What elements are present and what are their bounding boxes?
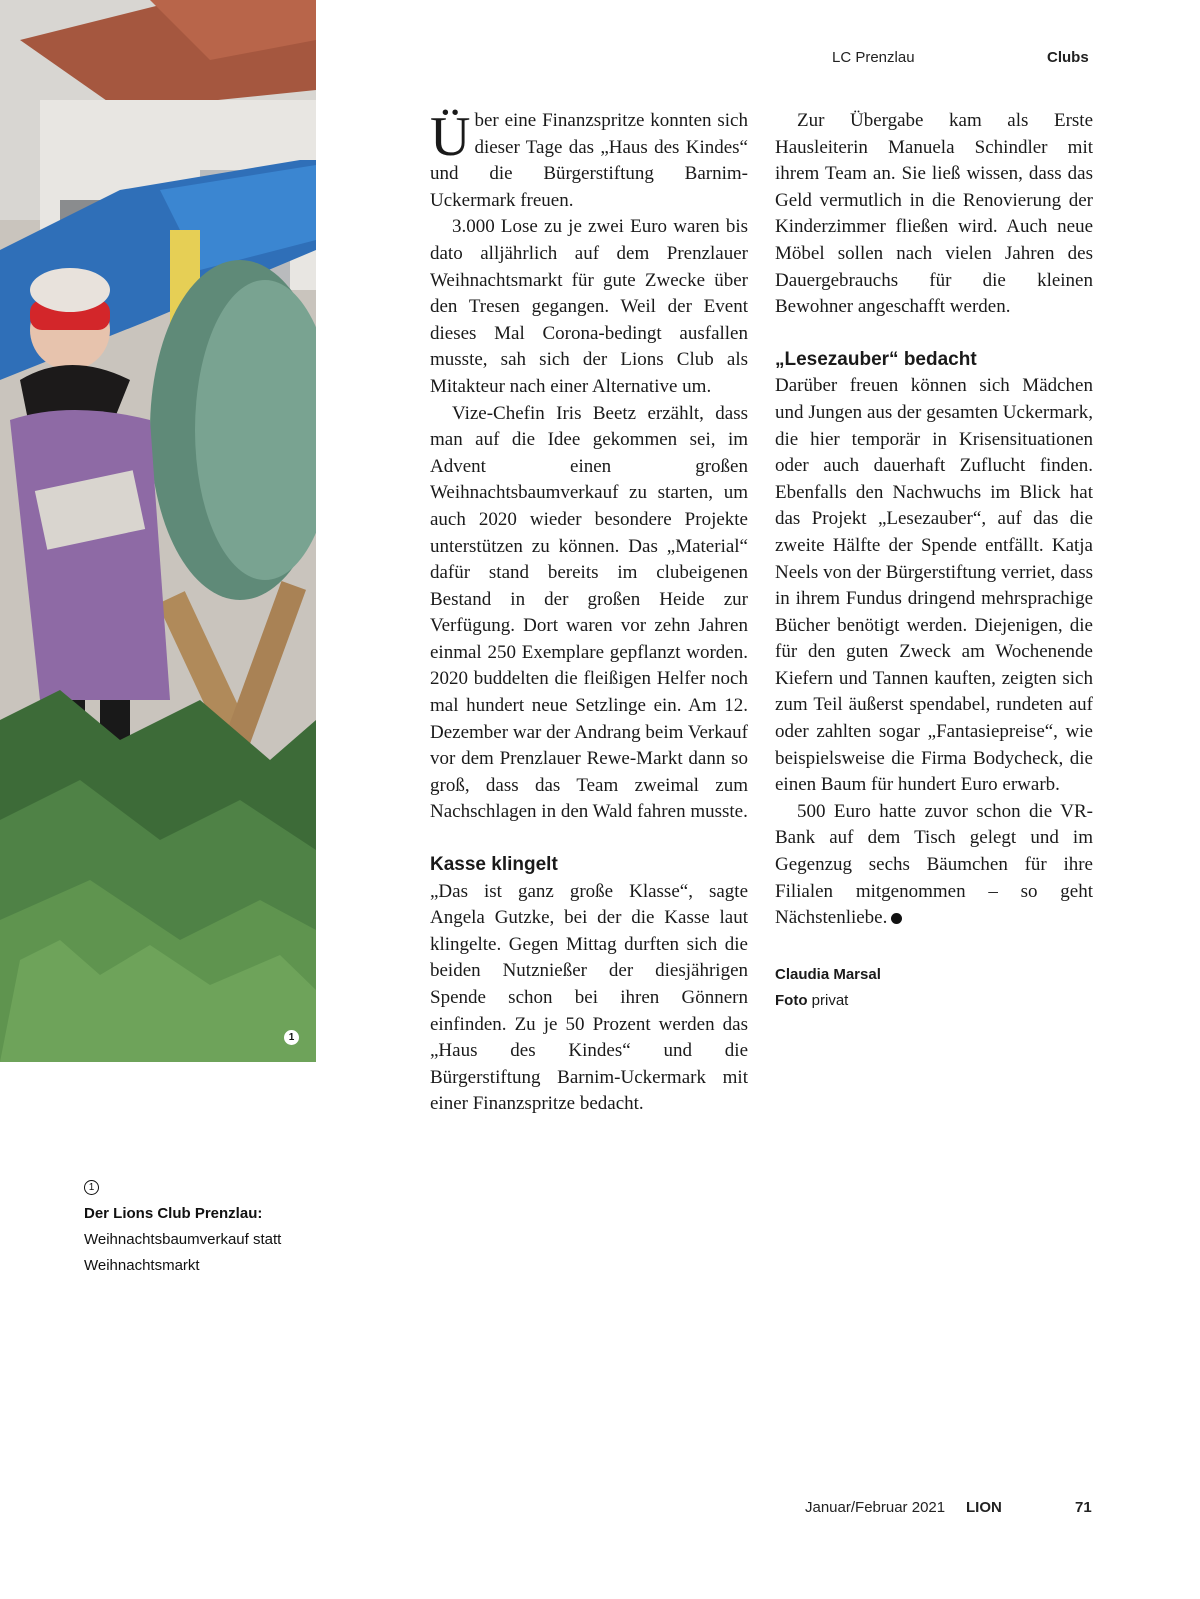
footer-magazine: LION [966, 1499, 1002, 1516]
page-number: 71 [1075, 1499, 1092, 1516]
header-section: LC Prenzlau [832, 49, 915, 66]
caption-number-marker: 1 [84, 1180, 99, 1195]
header-category: Clubs [1047, 49, 1089, 66]
photo-caption [84, 1180, 324, 1279]
author-name: Claudia Marsal [775, 965, 881, 983]
caption-title: Der Lions Club Prenzlau: [84, 1205, 263, 1222]
paragraph: 3.000 Lose zu je zwei Euro waren bis dato alljährlich auf dem Prenzlauer Weihnachtsmarkt für gute Zwecke über den Tresen gegangen. Weil der Event dieses Mal Corona-bedingt ausfallen musste, sah sich der Lions Club als Mitakteur nach einer Alternative um. [430, 216, 748, 397]
caption-line: Weihnachtsmarkt [84, 1257, 200, 1274]
article-photo [0, 0, 316, 1062]
paragraph: Darüber freuen können sich Mädchen und Jungen aus der gesamten Uckermark, die hier temporär in Krisensituationen oder auch dauerhaft Zuflucht finden. Ebenfalls den Nachwuchs im Blick hat das Projekt „Lesezauber“, auf das die zweite Hälfte der Spende entfällt. Katja Neels von der Bürgerstiftung verriet, dass in ihrem Fundus dringend mehrsprachige Bücher benötigt werden. Diejenigen, die für den guten Zweck am Wochenende Kiefern und Tannen kauften, zeigten sich zum Teil äußerst spendabel, rundeten auf oder zahlten sogar „Fantasiepreise“, wie beispielsweise die Firma Bodycheck, die einen Baum für hundert Euro erwarb. [775, 375, 1093, 796]
paragraph-text: 500 Euro hatte zuvor schon die VR-Bank auf dem Tisch gelegt und im Gegenzug sechs Bäumchen für ihre Filialen mitgenommen – so geht Nächstenliebe. [775, 800, 1093, 929]
article-column-2 [775, 108, 1093, 1014]
paragraph: Zur Übergabe kam als Erste Hausleiterin Manuela Schindler mit ihrem Team an. Sie ließ wissen, dass das Geld vermutlich in die Renovierung der Kinderzimmer fließen wird. Auch neue Möbel sollen nach vielen Jahren des Dauergebrauchs für die kleinen Bewohner angeschafft werden. [775, 110, 1093, 318]
paragraph [430, 108, 748, 214]
drop-cap: Ü [430, 106, 471, 168]
subheading: „Lesezauber“ bedacht [775, 348, 977, 370]
photo-illustration [0, 0, 316, 1062]
article-column-1 [430, 108, 748, 1118]
byline [775, 962, 1093, 1014]
caption-line: Weihnachtsbaumverkauf statt [84, 1231, 282, 1248]
footer-issue: Januar/Februar 2021 [805, 1499, 946, 1516]
end-mark-icon [891, 913, 902, 924]
paragraph: Vize-Chefin Iris Beetz erzählt, dass man auf die Idee gekommen sei, im Advent einen großen Weihnachtsbaumverkauf zu starten, um auch 2020 wieder besondere Projekte unterstützen zu können. Das „Material“ dafür stand bereits im clubeigenen Bestand in der großen Heide zur Verfügung. Dort waren vor zehn Jahren einmal 250 Exemplare gepflanzt worden. 2020 buddelten die fleißigen Helfer noch mal hundert neue Setzlinge ein. Am 12. Dezember war der Andrang beim Verkauf vor dem Prenzlauer Rewe-Markt dann so groß, dass das Team zweimal zum Nachschlagen in den Wald fahren musste. [430, 402, 748, 823]
photo-label: Foto [775, 991, 808, 1009]
photo-number-marker: 1 [284, 1030, 299, 1045]
paragraph: „Das ist ganz große Klasse“, sagte Angela Gutzke, bei der die Kasse laut klingelte. Gegen Mittag durften sich die beiden Nutznießer der diesjährigen Spende schon bei ihren Gönnern einfinden. Zu je 50 Prozent werden das „Haus des Kindes“ und die Bürgerstiftung Barnim-Uckermark mit einer Finanzspritze bedacht. [430, 880, 748, 1115]
paragraph-text: ber eine Finanzspritze konnten sich dieser Tage das „Haus des Kindes“ und die Bürgerstiftung Barnim-Uckermark freuen. [430, 110, 748, 211]
paragraph [775, 799, 1093, 932]
photo-credit: privat [811, 991, 849, 1009]
subheading: Kasse klingelt [430, 854, 558, 876]
